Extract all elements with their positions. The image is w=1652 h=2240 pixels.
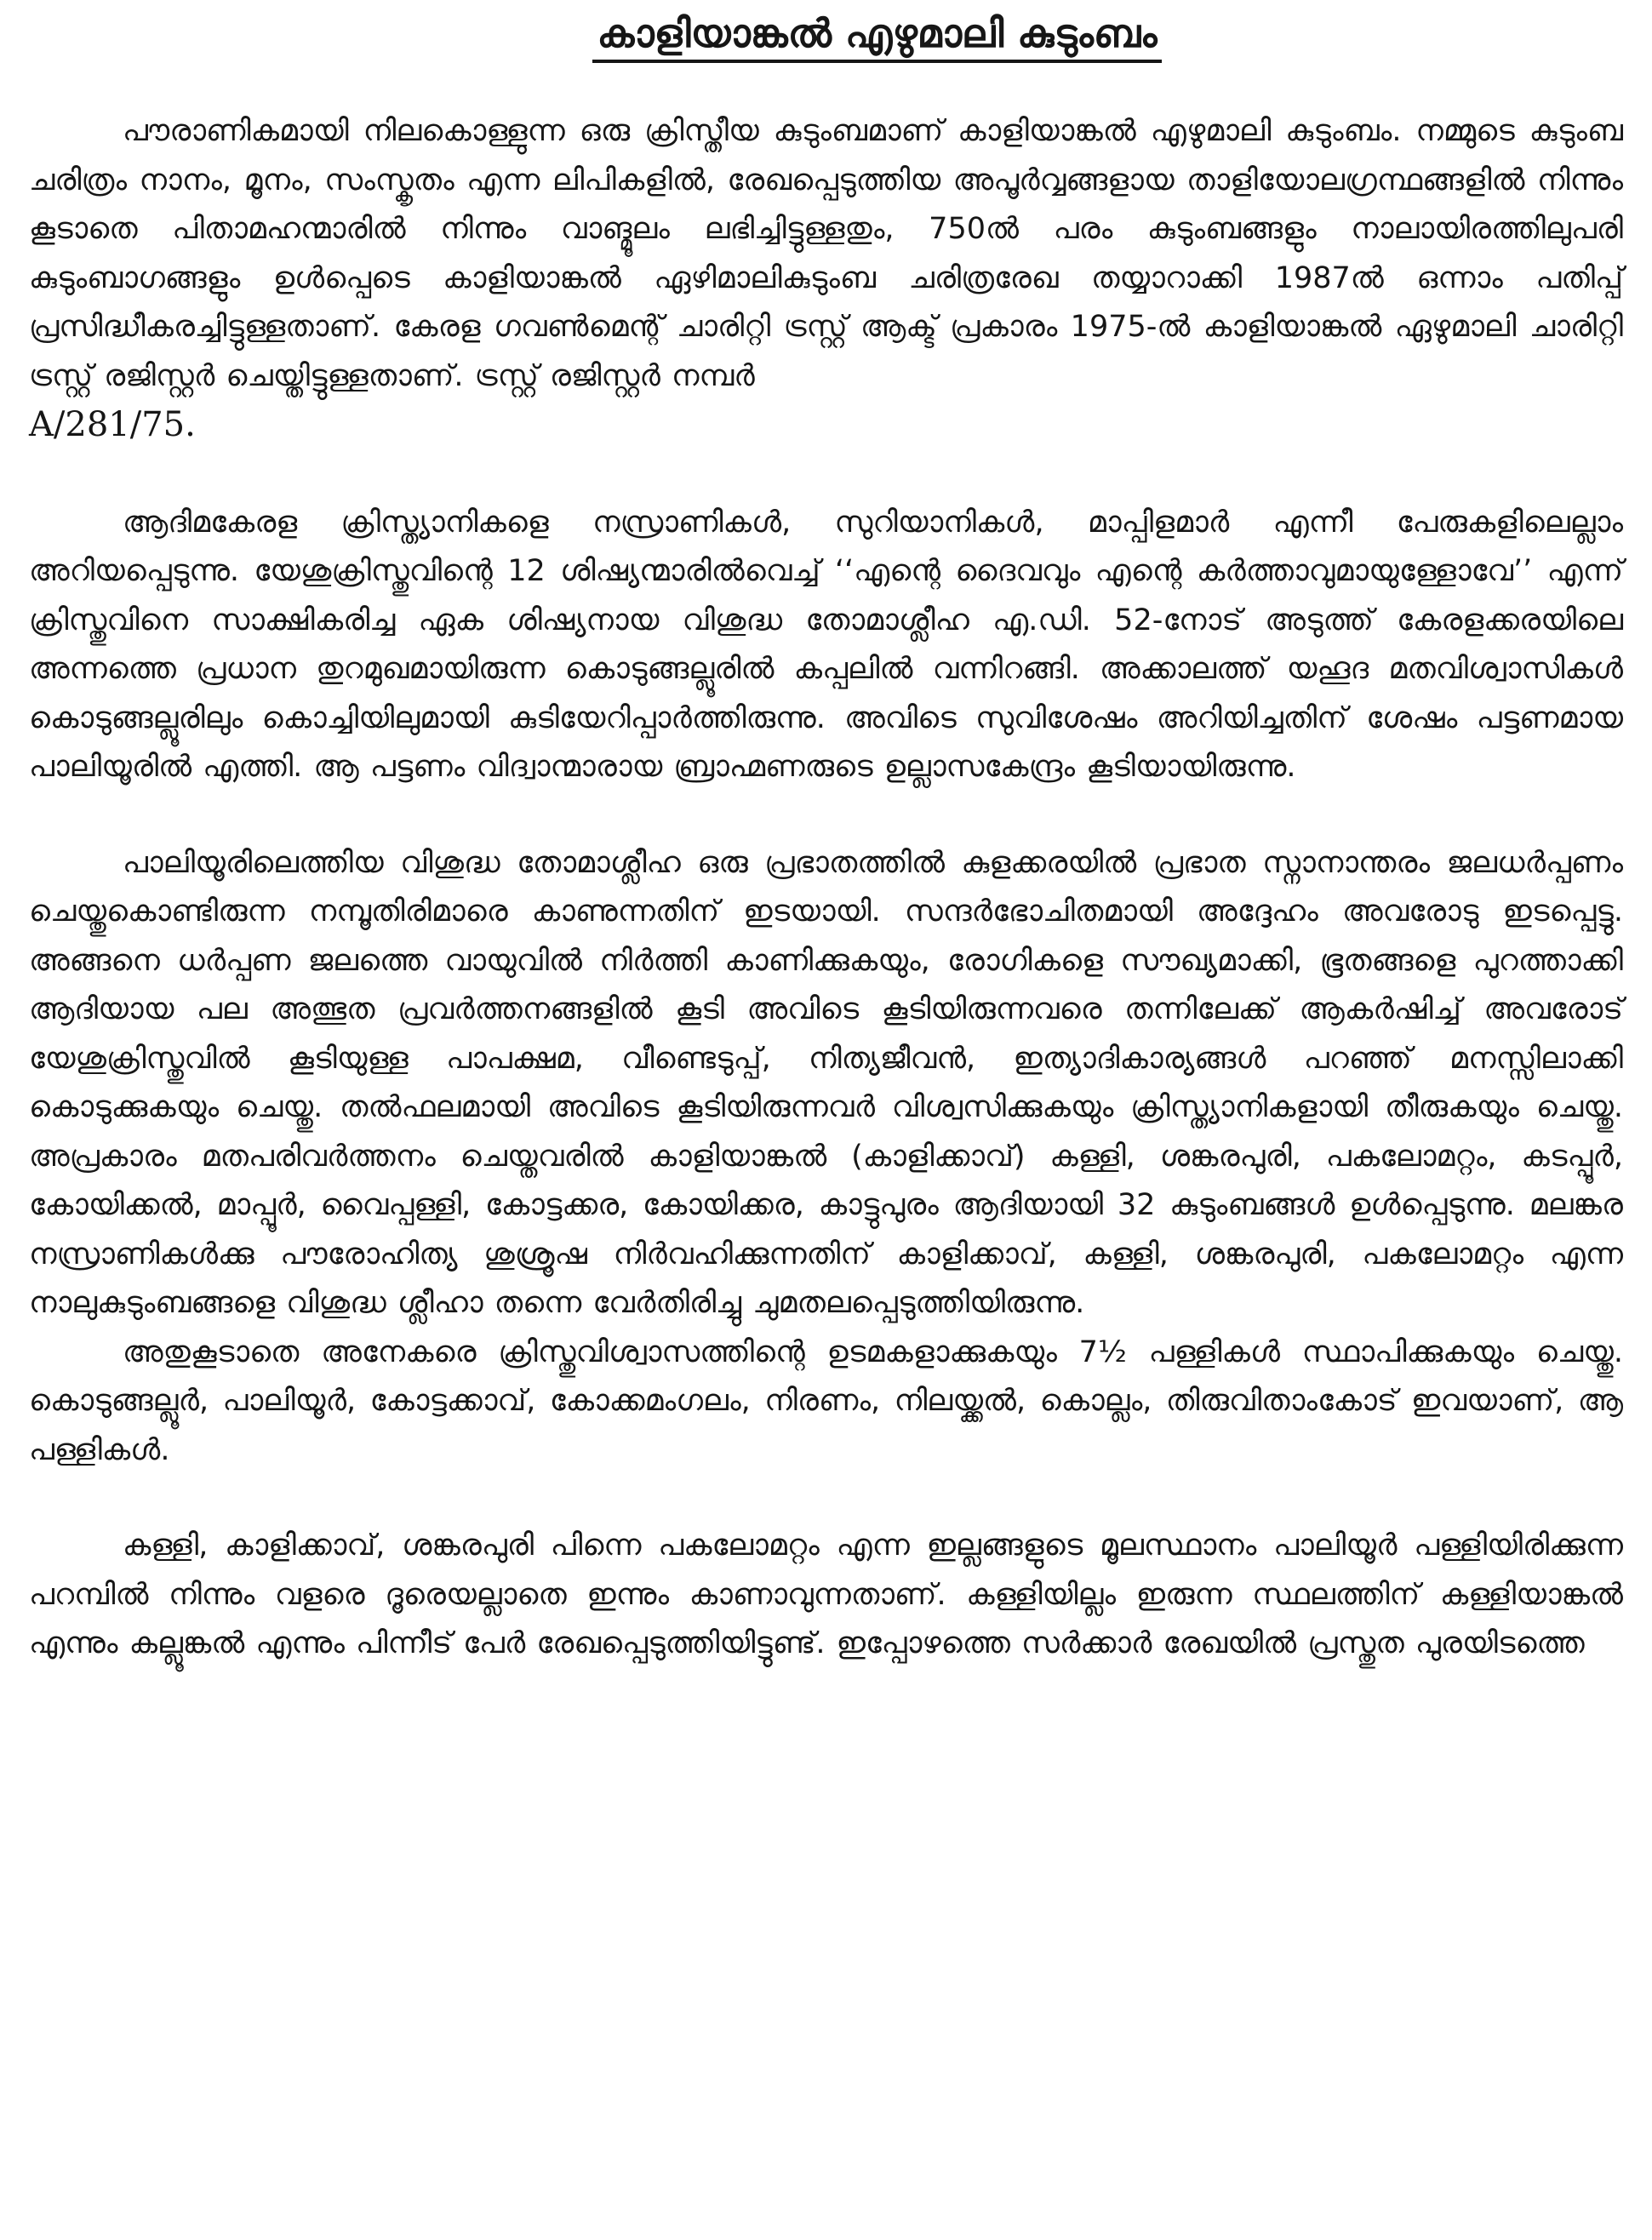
paragraph-1 [29, 107, 1623, 452]
paragraph-3 [29, 839, 1623, 1329]
paragraph-5-text: കള്ളി, കാളിക്കാവ്, ശങ്കരപുരി പിന്നെ പകലോമറ്റം എന്ന ഇല്ലങ്ങളുടെ മൂലസ്ഥാനം പാലിയൂർ പള്ളിയിരിക്കുന്ന പറമ്പിൽ നിന്നും വളരെ ദൂരെയല്ലാതെ ഇന്നും കാണാവുന്നതാണ്. കള്ളിയില്ലം ഇരുന്ന സ്ഥലത്തിന് കള്ളിയാങ്കൽ എന്നും കല്ലൂങ്കൽ എന്നും പിന്നീട് പേർ രേഖപ്പെടുത്തിയിട്ടുണ്ട്. ഇപ്പോഴത്തെ സർക്കാർ രേഖയിൽ പ്രസ്തുത പുരയിടത്തെ [29, 1529, 1623, 1660]
paragraph-2 [29, 499, 1623, 792]
trust-registration-number: A/281/75. [29, 405, 196, 444]
paragraph-1-text: പൗരാണികമായി നിലകൊള്ളുന്ന ഒരു ക്രിസ്തീയ കുടുംബമാണ് കാളിയാങ്കൽ എഴുമാലി കുടുംബം. നമ്മുടെ കുടുംബ ചരിത്രം നാനം, മൂനം, സംസ്കൃതം എന്ന ലിപികളിൽ, രേഖപ്പെടുത്തിയ അപൂർവ്വങ്ങളായ താളിയോലഗ്രന്ഥങ്ങളിൽ നിന്നും കൂടാതെ പിതാമഹന്മാരിൽ നിന്നും വാങ്മൂലം ലഭിച്ചിട്ടുള്ളതും, 750ൽ പരം കുടുംബങ്ങളും നാലായിരത്തിലുപരി കുടുംബാഗങ്ങളും ഉൾപ്പെടെ കാളിയാങ്കൽ ഏഴിമാലികുടുംബ ചരിത്രരേഖ തയ്യാറാക്കി 1987ൽ ഒന്നാം പതിപ്പ് പ്രസിദ്ധീകരച്ചിട്ടുള്ളതാണ്. കേരള ഗവൺമെന്റ് ചാരിറ്റി ട്രസ്റ്റ് ആക്ട് പ്രകാരം 1975-ൽ കാളിയാങ്കൽ ഏഴുമാലി ചാരിറ്റി ട്രസ്റ്റ് രജിസ്റ്റർ ചെയ്തിട്ടുള്ളതാണ്. ട്രസ്റ്റ് രജിസ്റ്റർ നമ്പർ [29, 114, 1623, 393]
paragraph-2-text: ആദിമകേരള ക്രിസ്ത്യാനികളെ നസ്രാണികൾ, സുറിയാനികൾ, മാപ്പിളമാർ എന്നീ പേരുകളിലെല്ലാം അറിയപ്പെടുന്നു. യേശുക്രിസ്തുവിന്റെ 12 ശിഷ്യന്മാരിൽവെച്ച് ‘‘എന്റെ ദൈവവും എന്റെ കർത്താവുമായുള്ളോവേ’’ എന്ന് ക്രിസ്തുവിനെ സാക്ഷികരിച്ച ഏക ശിഷ്യനായ വിശുദ്ധ തോമാശ്ലീഹ എ.ഡി. 52-നോട് അടുത്ത് കേരളക്കരയിലെ അന്നത്തെ പ്രധാന തുറമുഖമായിരുന്ന കൊടുങ്ങല്ലൂരിൽ കപ്പലിൽ വന്നിറങ്ങി. അക്കാലത്ത് യഹൂദ മതവിശ്വാസികൾ കൊടുങ്ങല്ലൂരിലും കൊച്ചിയിലുമായി കുടിയേറിപ്പാർത്തിരുന്നു. അവിടെ സുവിശേഷം അറിയിച്ചതിന് ശേഷം പട്ടണമായ പാലിയൂരിൽ എത്തി. ആ പട്ടണം വിദ്വാന്മാരായ ബ്രാഹ്മണരുടെ ഉല്ലാസകേന്ദ്രം കൂടിയായിരുന്നു. [29, 505, 1623, 784]
paragraph-3-text: പാലിയൂരിലെത്തിയ വിശുദ്ധ തോമാശ്ലീഹ ഒരു പ്രഭാതത്തിൽ കുളക്കരയിൽ പ്രഭാത സ്നാനാന്തരം ജലധർപ്പണം ചെയ്തുകൊണ്ടിരുന്ന നമ്പൂതിരിമാരെ കാണുന്നതിന് ഇടയായി. സന്ദർഭോചിതമായി അദ്ദേഹം അവരോടു ഇടപ്പെട്ടു. അങ്ങനെ ധർപ്പണ ജലത്തെ വായുവിൽ നിർത്തി കാണിക്കുകയും, രോഗികളെ സൗഖ്യമാക്കി, ഭൂതങ്ങളെ പുറത്താക്കി ആദിയായ പല അത്ഭുത പ്രവർത്തനങ്ങളിൽ കൂടി അവിടെ കൂടിയിരുന്നവരെ തന്നിലേക്ക് ആകർഷിച്ച് അവരോട് യേശുക്രിസ്തുവിൽ കൂടിയുള്ള പാപക്ഷമ, വീണ്ടെടുപ്പ്, നിത്യജീവൻ, ഇത്യാദികാര്യങ്ങൾ പറഞ്ഞ് മനസ്സിലാക്കി കൊടുക്കുകയും ചെയ്തു. തൽഫലമായി അവിടെ കൂടിയിരുന്നവർ വിശ്വസിക്കുകയും ക്രിസ്ത്യാനികളായി തീരുകയും ചെയ്തു. അപ്രകാരം മതപരിവർത്തനം ചെയ്തവരിൽ കാളിയാങ്കൽ (കാളിക്കാവ്) കള്ളി, ശങ്കരപുരി, പകലോമറ്റം, കടപ്പൂർ, കോയിക്കൽ, മാപ്പൂർ, വൈപ്പള്ളി, കോട്ടക്കര, കോയിക്കര, കാട്ടുപുരം ആദിയായി 32 കുടുംബങ്ങൾ ഉൾപ്പെടുന്നു. മലങ്കര നസ്രാണികൾക്കു പൗരോഹിത്യ ശുശ്രൂഷ നിർവഹിക്കുന്നതിന് കാളിക്കാവ്, കള്ളി, ശങ്കരപുരി, പകലോമറ്റം എന്ന നാലുകുടുംബങ്ങളെ വിശുദ്ധ ശ്ലീഹാ തന്നെ വേർതിരിച്ചു ചുമതലപ്പെടുത്തിയിരുന്നു. [29, 845, 1623, 1320]
paragraph-5 [29, 1522, 1623, 1669]
paragraph-4-text: അതുകൂടാതെ അനേകരെ ക്രിസ്തുവിശ്വാസത്തിന്റെ ഉടമകളാക്കുകയും 7½ പള്ളികൾ സ്ഥാപിക്കുകയും ചെയ്തു. കൊടുങ്ങല്ലൂർ, പാലിയൂർ, കോട്ടക്കാവ്, കോക്കമംഗലം, നിരണം, നിലയ്ക്കൽ, കൊല്ലം, തിരുവിതാംകോട് ഇവയാണ്, ആ പള്ളികൾ. [29, 1334, 1623, 1467]
title-block [29, 7, 1623, 73]
paragraph-4 [29, 1329, 1623, 1476]
page-title: കാളിയാങ്കൽ എഴുമാലി കുടുംബം [592, 7, 1163, 63]
